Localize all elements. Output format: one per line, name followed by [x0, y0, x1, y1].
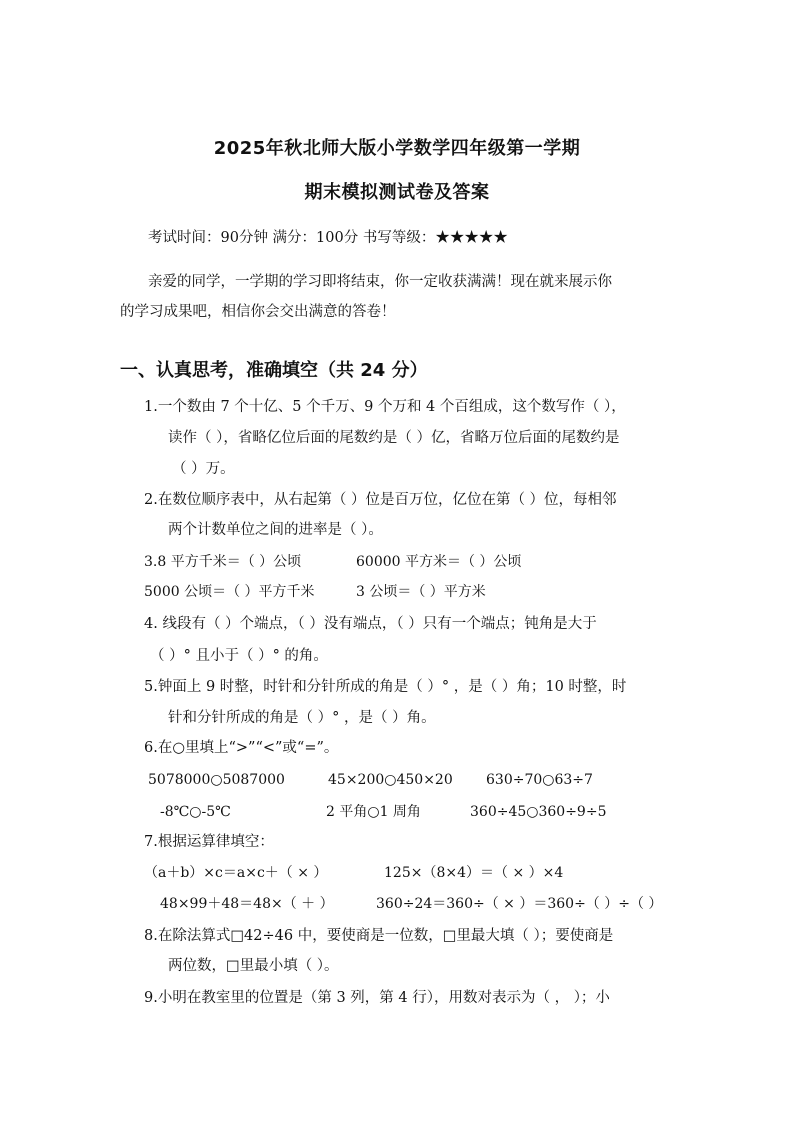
question-6-item-c: 630÷70○63÷7 — [486, 772, 593, 788]
question-2-line-2: 两个计数单位之间的进率是（ ）。 — [168, 522, 383, 538]
intro-line-2: 的学习成果吧，相信你会交出满意的答卷！ — [120, 304, 396, 320]
question-1-line-1: 1.一个数由 7 个十亿、5 个千万、9 个万和 4 个百组成，这个数写作（ ）， — [144, 399, 626, 415]
question-7-item-a: （a＋b）×c＝a×c＋（ × ） — [144, 865, 328, 881]
question-3-item-a: 3.8 平方千米＝（ ）公顷 — [144, 554, 302, 570]
question-6-item-a: 5078000○5087000 — [148, 772, 285, 788]
question-6-line-1: 6.在○里填上“>”“<”或“=”。 — [144, 740, 339, 756]
question-4-line-1: 4. 线段有（ ）个端点，（ ）没有端点，（ ）只有一个端点；钝角是大于 — [144, 616, 597, 632]
question-6-item-f: 360÷45○360÷9÷5 — [470, 804, 607, 820]
intro-line-1: 亲爱的同学，一学期的学习即将结束，你一定收获满满！现在就来展示你 — [148, 274, 612, 290]
question-6-item-d: -8℃○-5℃ — [160, 804, 231, 820]
exam-subtitle: 期末模拟测试卷及答案 — [304, 182, 490, 203]
question-1-line-3: （ ）万。 — [172, 461, 235, 477]
exam-info: 考试时间：90分钟 满分：100分 书写等级：★★★★★ — [148, 230, 508, 246]
question-5-line-1: 5.钟面上 9 时整，时针和分针所成的角是（ ）° ，是（ ）角；10 时整，时 — [144, 679, 627, 695]
question-7-item-c: 48×99＋48＝48×（ ＋ ） — [160, 896, 334, 912]
question-5-line-2: 针和分针所成的角是（ ）° ，是（ ）角。 — [168, 710, 436, 726]
question-3-item-d: 3 公顷＝（ ）平方米 — [356, 584, 486, 600]
question-1-line-2: 读作（ ），省略亿位后面的尾数约是（ ）亿，省略万位后面的尾数约是 — [168, 430, 620, 446]
question-6-item-b: 45×200○450×20 — [328, 772, 453, 788]
question-4-line-2: （ ）° 且小于（ ）° 的角。 — [150, 648, 328, 664]
question-7-item-d: 360÷24＝360÷（ × ）＝360÷（ ）÷（ ） — [376, 896, 663, 912]
question-7-item-b: 125×（8×4）＝（ × ）×4 — [384, 865, 564, 881]
exam-title: 2025年秋北师大版小学数学四年级第一学期 — [213, 138, 581, 159]
question-8-line-2: 两位数，□里最小填（ ）。 — [168, 958, 339, 974]
question-2-line-1: 2.在数位顺序表中，从右起第（ ）位是百万位，亿位在第（ ）位，每相邻 — [144, 492, 617, 508]
question-8-line-1: 8.在除法算式□42÷46 中，要使商是一位数，□里最大填（ ）；要使商是 — [144, 928, 614, 944]
section-heading: 一、认真思考，准确填空（共 24 分） — [120, 360, 428, 381]
question-6-item-e: 2 平角○1 周角 — [326, 804, 421, 820]
question-3-item-b: 60000 平方米＝（ ）公顷 — [356, 554, 522, 570]
question-7-line-1: 7.根据运算律填空： — [144, 834, 274, 850]
question-9-line-1: 9.小明在教室里的位置是（第 3 列，第 4 行），用数对表示为（ ， ）；小 — [144, 990, 610, 1006]
question-3-item-c: 5000 公顷＝（ ）平方千米 — [144, 584, 315, 600]
